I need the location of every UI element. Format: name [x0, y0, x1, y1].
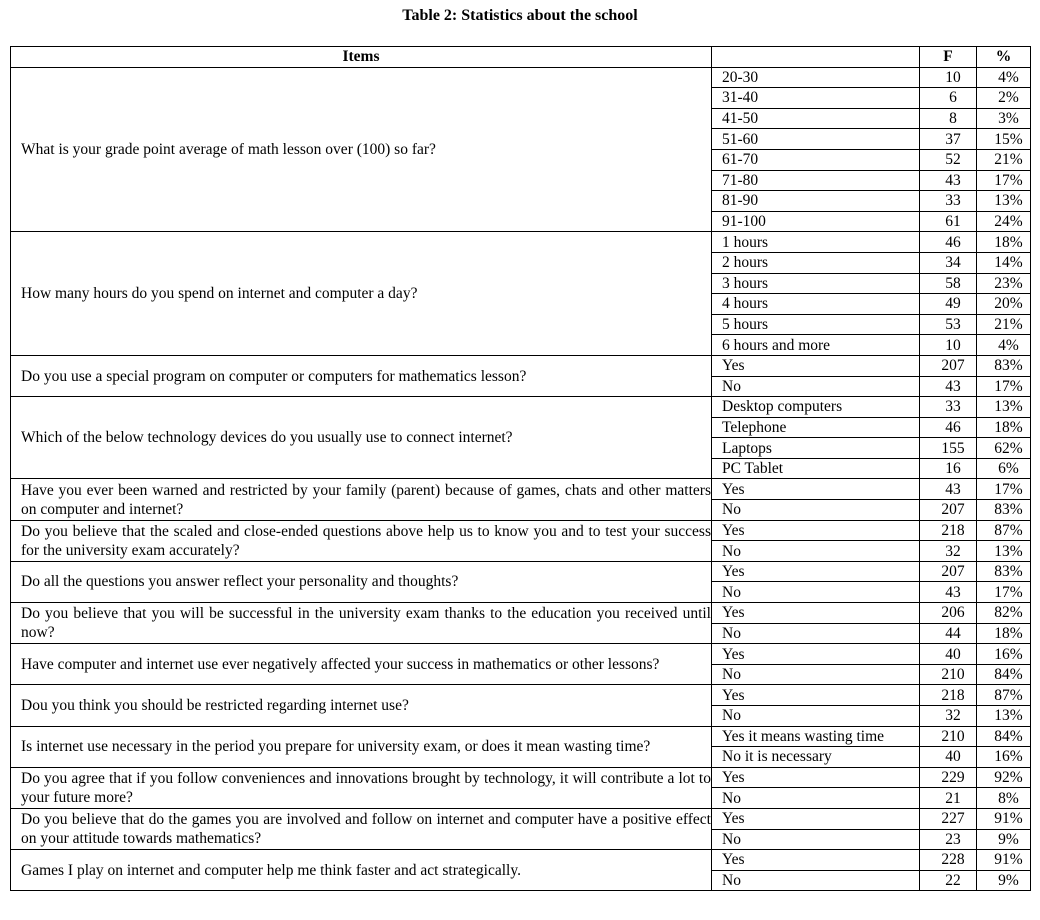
percent-cell: 24% — [977, 211, 1031, 232]
option-cell: 6 hours and more — [712, 335, 920, 356]
percent-cell: 18% — [977, 417, 1031, 438]
percent-cell: 15% — [977, 129, 1031, 150]
percent-cell: 13% — [977, 706, 1031, 727]
frequency-cell: 32 — [920, 541, 977, 562]
question-cell: Have computer and internet use ever negatively affected your success in mathematics or other lessons? — [11, 644, 712, 685]
option-cell: Yes — [712, 808, 920, 829]
table-row — [11, 644, 1031, 665]
percent-cell: 21% — [977, 149, 1031, 170]
header-row — [11, 47, 1031, 68]
frequency-cell: 227 — [920, 808, 977, 829]
option-cell: 2 hours — [712, 252, 920, 273]
option-cell: No — [712, 870, 920, 891]
frequency-cell: 46 — [920, 232, 977, 253]
option-cell: Yes — [712, 850, 920, 871]
table-row — [11, 685, 1031, 706]
frequency-cell: 218 — [920, 520, 977, 541]
question-cell: How many hours do you spend on internet and computer a day? — [11, 232, 712, 356]
frequency-cell: 206 — [920, 603, 977, 624]
table-row — [11, 726, 1031, 747]
option-cell: Yes — [712, 644, 920, 665]
percent-cell: 23% — [977, 273, 1031, 294]
table-row — [11, 479, 1031, 500]
question-cell: Games I play on internet and computer help me think faster and act strategically. — [11, 850, 712, 891]
option-cell: Yes — [712, 767, 920, 788]
option-cell: Yes — [712, 355, 920, 376]
option-cell: Yes — [712, 520, 920, 541]
option-cell: 1 hours — [712, 232, 920, 253]
percent-cell: 87% — [977, 685, 1031, 706]
header-items: Items — [11, 47, 712, 68]
question-cell: Is internet use necessary in the period you prepare for university exam, or does it mean wasting time? — [11, 726, 712, 767]
frequency-cell: 6 — [920, 88, 977, 109]
option-cell: 71-80 — [712, 170, 920, 191]
frequency-cell: 34 — [920, 252, 977, 273]
table-row — [11, 232, 1031, 253]
option-cell: 31-40 — [712, 88, 920, 109]
percent-cell: 13% — [977, 191, 1031, 212]
option-cell: 3 hours — [712, 273, 920, 294]
option-cell: 91-100 — [712, 211, 920, 232]
percent-cell: 16% — [977, 644, 1031, 665]
percent-cell: 91% — [977, 808, 1031, 829]
table-row — [11, 397, 1031, 418]
percent-cell: 13% — [977, 397, 1031, 418]
frequency-cell: 32 — [920, 706, 977, 727]
table-body — [11, 67, 1031, 891]
option-cell: No — [712, 376, 920, 397]
question-cell: Do you agree that if you follow conveniences and innovations brought by technology, it will contribute a lot to your future more? — [11, 767, 712, 808]
frequency-cell: 210 — [920, 726, 977, 747]
percent-cell: 83% — [977, 561, 1031, 582]
frequency-cell: 40 — [920, 644, 977, 665]
percent-cell: 3% — [977, 108, 1031, 129]
table-title: Table 2: Statistics about the school — [402, 7, 638, 24]
option-cell: 81-90 — [712, 191, 920, 212]
frequency-cell: 61 — [920, 211, 977, 232]
frequency-cell: 23 — [920, 829, 977, 850]
option-cell: Yes — [712, 603, 920, 624]
option-cell: Yes it means wasting time — [712, 726, 920, 747]
option-cell: No — [712, 788, 920, 809]
percent-cell: 83% — [977, 355, 1031, 376]
option-cell: 41-50 — [712, 108, 920, 129]
option-cell: Yes — [712, 685, 920, 706]
percent-cell: 18% — [977, 623, 1031, 644]
percent-cell: 4% — [977, 67, 1031, 88]
question-cell: Do you use a special program on computer or computers for mathematics lesson? — [11, 355, 712, 396]
question-cell: Do you believe that you will be successful in the university exam thanks to the education you received until now? — [11, 603, 712, 644]
percent-cell: 87% — [977, 520, 1031, 541]
percent-cell: 9% — [977, 870, 1031, 891]
option-cell: No — [712, 582, 920, 603]
option-cell: Laptops — [712, 438, 920, 459]
frequency-cell: 155 — [920, 438, 977, 459]
header-frequency: F — [920, 47, 977, 68]
question-cell: Which of the below technology devices do you usually use to connect internet? — [11, 397, 712, 479]
option-cell: No — [712, 706, 920, 727]
percent-cell: 21% — [977, 314, 1031, 335]
frequency-cell: 52 — [920, 149, 977, 170]
percent-cell: 84% — [977, 664, 1031, 685]
percent-cell: 14% — [977, 252, 1031, 273]
option-cell: Desktop computers — [712, 397, 920, 418]
option-cell: Yes — [712, 561, 920, 582]
option-cell: 61-70 — [712, 149, 920, 170]
percent-cell: 17% — [977, 376, 1031, 397]
frequency-cell: 43 — [920, 170, 977, 191]
frequency-cell: 43 — [920, 479, 977, 500]
percent-cell: 6% — [977, 458, 1031, 479]
frequency-cell: 10 — [920, 335, 977, 356]
question-cell: What is your grade point average of math lesson over (100) so far? — [11, 67, 712, 232]
option-cell: Telephone — [712, 417, 920, 438]
table-row — [11, 355, 1031, 376]
percent-cell: 17% — [977, 582, 1031, 603]
option-cell: No — [712, 623, 920, 644]
frequency-cell: 228 — [920, 850, 977, 871]
option-cell: 4 hours — [712, 294, 920, 315]
percent-cell: 17% — [977, 170, 1031, 191]
option-cell: PC Tablet — [712, 458, 920, 479]
statistics-table — [10, 46, 1031, 891]
percent-cell: 83% — [977, 500, 1031, 521]
percent-cell: 62% — [977, 438, 1031, 459]
question-cell: Have you ever been warned and restricted by your family (parent) because of games, chats and other matters on computer and internet? — [11, 479, 712, 520]
question-cell: Do you believe that do the games you are involved and follow on internet and computer have a positive effect on your attitude towards mathematics? — [11, 808, 712, 849]
percent-cell: 82% — [977, 603, 1031, 624]
percent-cell: 13% — [977, 541, 1031, 562]
frequency-cell: 8 — [920, 108, 977, 129]
frequency-cell: 43 — [920, 582, 977, 603]
frequency-cell: 218 — [920, 685, 977, 706]
question-cell: Do all the questions you answer reflect your personality and thoughts? — [11, 561, 712, 602]
question-cell: Dou you think you should be restricted regarding internet use? — [11, 685, 712, 726]
table-row — [11, 520, 1031, 541]
option-cell: Yes — [712, 479, 920, 500]
percent-cell: 92% — [977, 767, 1031, 788]
option-cell: No — [712, 664, 920, 685]
frequency-cell: 22 — [920, 870, 977, 891]
frequency-cell: 229 — [920, 767, 977, 788]
frequency-cell: 207 — [920, 355, 977, 376]
frequency-cell: 58 — [920, 273, 977, 294]
frequency-cell: 44 — [920, 623, 977, 644]
percent-cell: 91% — [977, 850, 1031, 871]
percent-cell: 20% — [977, 294, 1031, 315]
option-cell: No — [712, 541, 920, 562]
frequency-cell: 207 — [920, 561, 977, 582]
frequency-cell: 33 — [920, 397, 977, 418]
frequency-cell: 37 — [920, 129, 977, 150]
header-percent: % — [977, 47, 1031, 68]
frequency-cell: 46 — [920, 417, 977, 438]
header-option — [712, 47, 920, 68]
frequency-cell: 43 — [920, 376, 977, 397]
frequency-cell: 33 — [920, 191, 977, 212]
option-cell: No — [712, 829, 920, 850]
percent-cell: 4% — [977, 335, 1031, 356]
table-row — [11, 603, 1031, 624]
option-cell: 51-60 — [712, 129, 920, 150]
frequency-cell: 49 — [920, 294, 977, 315]
frequency-cell: 207 — [920, 500, 977, 521]
frequency-cell: 10 — [920, 67, 977, 88]
table-row — [11, 850, 1031, 871]
table-row — [11, 67, 1031, 88]
frequency-cell: 21 — [920, 788, 977, 809]
percent-cell: 9% — [977, 829, 1031, 850]
percent-cell: 8% — [977, 788, 1031, 809]
option-cell: 5 hours — [712, 314, 920, 335]
frequency-cell: 40 — [920, 747, 977, 768]
percent-cell: 17% — [977, 479, 1031, 500]
frequency-cell: 16 — [920, 458, 977, 479]
question-cell: Do you believe that the scaled and close-ended questions above help us to know you and to test your success for the university exam accurately? — [11, 520, 712, 561]
percent-cell: 84% — [977, 726, 1031, 747]
percent-cell: 2% — [977, 88, 1031, 109]
percent-cell: 18% — [977, 232, 1031, 253]
option-cell: No — [712, 500, 920, 521]
table-row — [11, 767, 1031, 788]
option-cell: No it is necessary — [712, 747, 920, 768]
option-cell: 20-30 — [712, 67, 920, 88]
percent-cell: 16% — [977, 747, 1031, 768]
table-row — [11, 561, 1031, 582]
frequency-cell: 53 — [920, 314, 977, 335]
table-row — [11, 808, 1031, 829]
frequency-cell: 210 — [920, 664, 977, 685]
